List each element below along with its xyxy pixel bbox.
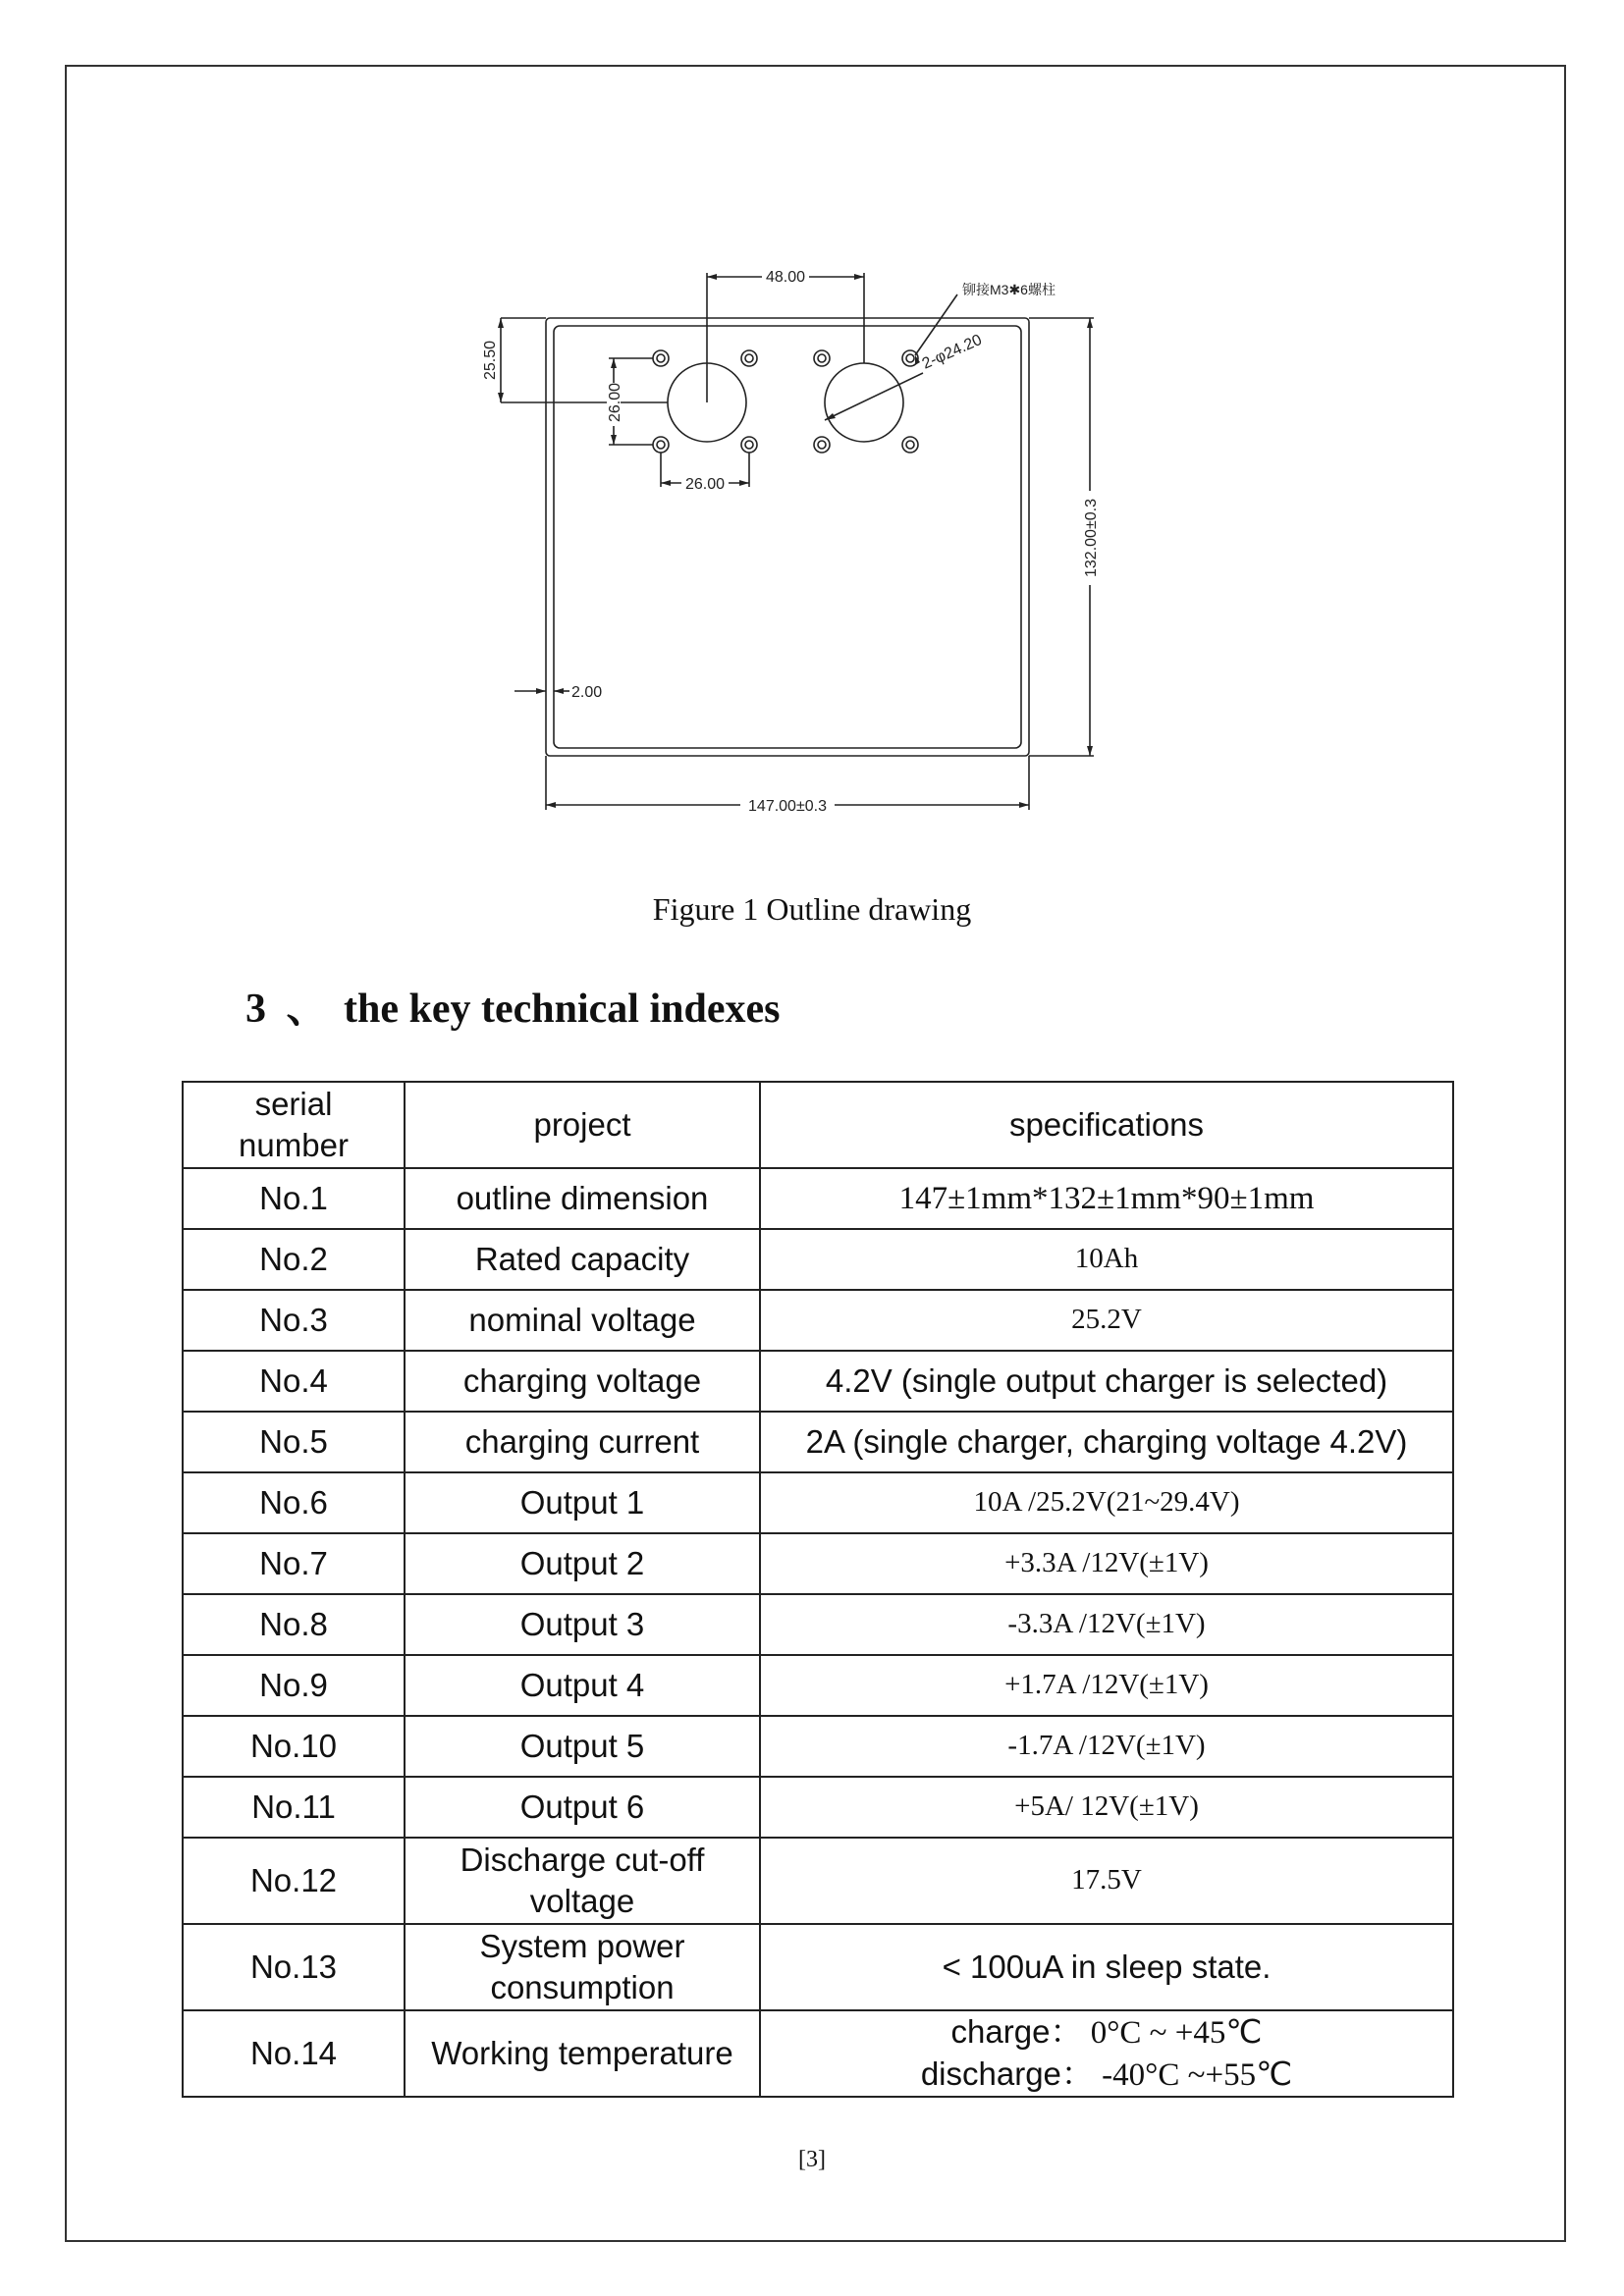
spec-cell: 4.2V (single output charger is selected) <box>760 1351 1453 1412</box>
serial-cell: No.4 <box>183 1351 405 1412</box>
dim-25-50: 25.50 <box>482 340 499 381</box>
serial-cell: No.3 <box>183 1290 405 1351</box>
spec-cell <box>760 2010 1453 2097</box>
project-cell: Output 4 <box>405 1655 760 1716</box>
spec-cell: +5A/ 12V(±1V) <box>760 1777 1453 1838</box>
dim-2-00: 2.00 <box>571 684 603 701</box>
spec-cell: 10A /25.2V(21~29.4V) <box>760 1472 1453 1533</box>
post-note: 铆接M3✱6螺柱 <box>962 282 1056 297</box>
figure-caption: Figure 1 Outline drawing <box>652 891 972 927</box>
serial-cell: No.10 <box>183 1716 405 1777</box>
table-row <box>183 1472 1453 1533</box>
section-title: the key technical indexes <box>344 987 781 1032</box>
dim-48: 48.00 <box>765 269 806 286</box>
serial-cell: No.12 <box>183 1838 405 1924</box>
table-row <box>183 1229 1453 1290</box>
serial-cell: No.13 <box>183 1924 405 2010</box>
section-heading <box>245 976 780 1035</box>
table-row <box>183 1168 1453 1229</box>
project-cell: charging voltage <box>405 1351 760 1412</box>
project-cell: Rated capacity <box>405 1229 760 1290</box>
serial-cell: No.6 <box>183 1472 405 1533</box>
serial-cell: No.8 <box>183 1594 405 1655</box>
dim-diameter: 2-φ24.20 <box>919 331 985 373</box>
spec-cell: -1.7A /12V(±1V) <box>760 1716 1453 1777</box>
header-project: project <box>405 1082 760 1168</box>
dim-132: 132.00±0.3 <box>1083 499 1100 577</box>
spec-cell: 17.5V <box>760 1838 1453 1924</box>
serial-cell: No.2 <box>183 1229 405 1290</box>
project-cell: Output 2 <box>405 1533 760 1594</box>
serial-cell: No.7 <box>183 1533 405 1594</box>
spec-cell: +3.3A /12V(±1V) <box>760 1533 1453 1594</box>
table-row <box>183 1838 1453 1924</box>
table-row <box>183 1351 1453 1412</box>
spec-cell: 2A (single charger, charging voltage 4.2V) <box>760 1412 1453 1472</box>
table-row <box>183 1655 1453 1716</box>
project-cell: System power consumption <box>405 1924 760 2010</box>
project-cell: Output 3 <box>405 1594 760 1655</box>
project-cell: Discharge cut-off voltage <box>405 1838 760 1924</box>
project-cell: Output 5 <box>405 1716 760 1777</box>
project-cell: charging current <box>405 1412 760 1472</box>
dim-147: 147.00±0.3 <box>748 798 827 815</box>
serial-cell: No.5 <box>183 1412 405 1472</box>
serial-cell: No.14 <box>183 2010 405 2097</box>
outline-drawing <box>471 255 1159 825</box>
dim-26-vertical: 26.00 <box>607 382 623 423</box>
project-cell: outline dimension <box>405 1168 760 1229</box>
section-number: 3 <box>245 987 266 1032</box>
serial-cell: No.11 <box>183 1777 405 1838</box>
table-row <box>183 1777 1453 1838</box>
spec-table <box>182 1081 1454 2098</box>
table-header-row <box>183 1082 1453 1168</box>
table-row <box>183 1716 1453 1777</box>
project-cell: nominal voltage <box>405 1290 760 1351</box>
mount-holes-right <box>814 350 918 453</box>
spec-cell: 10Ah <box>760 1229 1453 1290</box>
spec-cell: 147±1mm*132±1mm*90±1mm <box>760 1168 1453 1229</box>
spec-cell: 25.2V <box>760 1290 1453 1351</box>
spec-cell: -3.3A /12V(±1V) <box>760 1594 1453 1655</box>
section-separator: 、 <box>286 987 328 1032</box>
spec-cell: < 100uA in sleep state. <box>760 1924 1453 2010</box>
table-row <box>183 1533 1453 1594</box>
project-cell: Output 6 <box>405 1777 760 1838</box>
enclosure-inner <box>554 326 1021 748</box>
dim-26-horizontal: 26.00 <box>684 476 726 493</box>
table-row <box>183 1924 1453 2010</box>
spec-cell: +1.7A /12V(±1V) <box>760 1655 1453 1716</box>
table-row <box>183 1290 1453 1351</box>
page-number: [3] <box>798 2147 826 2172</box>
serial-cell: No.1 <box>183 1168 405 1229</box>
spec-discharge-line: discharge： -40°C ~+55℃ <box>920 2056 1293 2094</box>
spec-charge-line: charge： 0°C ~ +45℃ <box>950 2013 1263 2051</box>
project-cell: Output 1 <box>405 1472 760 1533</box>
serial-cell: No.9 <box>183 1655 405 1716</box>
table-row <box>183 1412 1453 1472</box>
table-row <box>183 1594 1453 1655</box>
project-cell: Working temperature <box>405 2010 760 2097</box>
mount-holes-left <box>653 350 757 453</box>
header-serial-number: serial number <box>183 1082 405 1168</box>
header-specifications: specifications <box>760 1082 1453 1168</box>
connector-right <box>825 363 903 442</box>
table-row <box>183 2010 1453 2097</box>
